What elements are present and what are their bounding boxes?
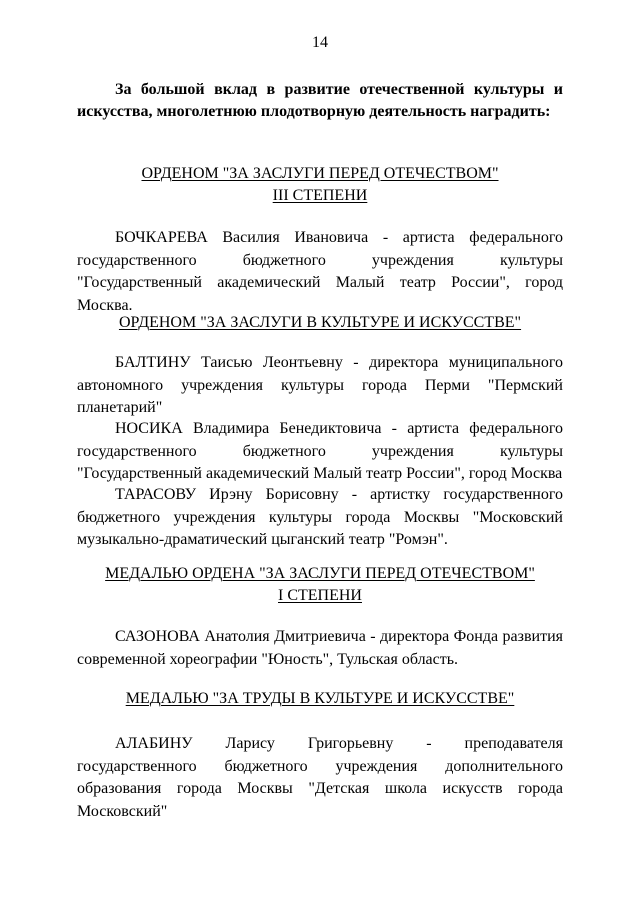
- award-heading-order-merit-culture: [60, 312, 580, 334]
- award-heading-line: МЕДАЛЬЮ ОРДЕНА "ЗА ЗАСЛУГИ ПЕРЕД ОТЕЧЕСТВОМ": [105, 565, 535, 582]
- award-entry-baltina: БАЛТИНУ Таисью Леонтьевну - директора муниципального автономного учреждения культуры города Перми "Пермский планетарий": [77, 354, 563, 416]
- award-entry-alabina: АЛАБИНУ Ларису Григорьевну - преподавателя государственного бюджетного учреждения дополнительного образования города Москвы "Детская школа искусств города Московский": [77, 735, 563, 820]
- award-heading-medal-labor-culture: [60, 688, 580, 710]
- award-entry-sazonov: САЗОНОВА Анатолия Дмитриевича - директора Фонда развития современной хореографии "Юность", Тульская область.: [77, 628, 563, 668]
- award-heading-line: МЕДАЛЬЮ "ЗА ТРУДЫ В КУЛЬТУРЕ И ИСКУССТВЕ": [125, 690, 515, 707]
- award-entry-tarasova: ТАРАСОВУ Ирэну Борисовну - артистку государственного бюджетного учреждения культуры города Москвы "Московский музыкально-драматический цыганский театр "Ромэн".: [77, 486, 563, 548]
- page-number: 14: [312, 34, 328, 51]
- award-heading-medal-order-merit-fatherland-1: [60, 563, 580, 607]
- award-heading-line: ОРДЕНОМ "ЗА ЗАСЛУГИ В КУЛЬТУРЕ И ИСКУССТВЕ": [118, 314, 522, 331]
- intro-paragraph: За большой вклад в развитие отечественной культуры и искусства, многолетнюю плодотворную деятельность наградить:: [77, 81, 563, 120]
- award-heading-order-merit-fatherland-3: [60, 163, 580, 207]
- award-entry-bochkarev: БОЧКАРЕВА Василия Ивановича - артиста федерального государственного бюджетного учреждения культуры "Государственный академический Малый театр России", город Москва.: [77, 229, 563, 314]
- award-heading-line: III СТЕПЕНИ: [272, 187, 368, 204]
- award-entry-nosik: НОСИКА Владимира Бенедиктовича - артиста федерального государственного бюджетного учреждения культуры "Государственный академический Малый театр России", город Москва: [77, 420, 563, 482]
- award-heading-line: I СТЕПЕНИ: [278, 587, 362, 604]
- award-heading-line: ОРДЕНОМ "ЗА ЗАСЛУГИ ПЕРЕД ОТЕЧЕСТВОМ": [141, 165, 499, 182]
